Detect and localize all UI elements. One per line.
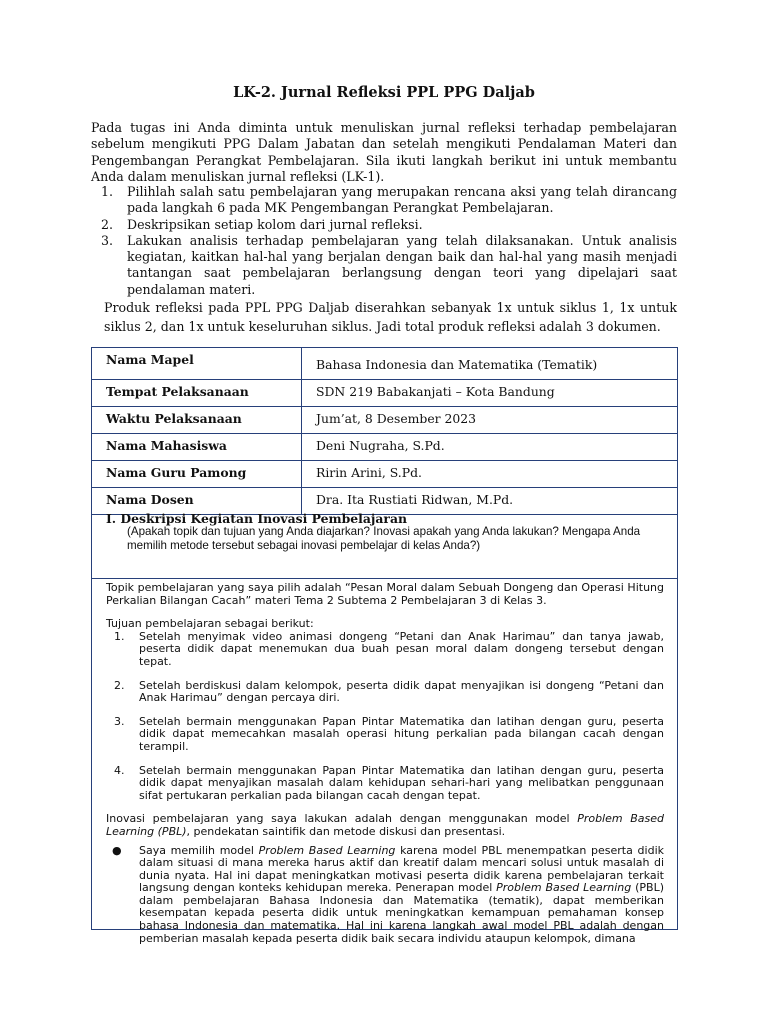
list-item (106, 631, 664, 669)
bullet-text: karena model PBL menempatkan peserta didik dalam situasi di mana mereka harus aktif dan kreatif dalam mencari solusi untuk masalah di dunia nyata. Hal ini dapat meningkatkan motivasi peserta didik karena pembelajaran terkait langsung dengan konteks kehidupan mereka. Penerapan model (139, 843, 664, 895)
goal-text: Setelah menyimak video animasi dongeng “Petani dan Anak Harimau” dan tanya jawab, peserta didik dapat menemukan dua buah pesan moral dalam dongeng tersebut dengan tepat. (139, 629, 664, 668)
inovasi-text-end: , pendekatan saintifik dan metode diskusi dan presentasi. (186, 824, 506, 838)
goal-number: 4. (114, 763, 125, 777)
pbl-term: Problem Based Learning (496, 881, 632, 895)
table-row (92, 348, 678, 380)
table-row (92, 380, 678, 407)
info-label: Tempat Pelaksanaan (92, 380, 302, 407)
list-item (106, 765, 664, 803)
info-label: Nama Dosen (92, 488, 302, 515)
document-title: LK-2. Jurnal Refleksi PPL PPG Daljab (233, 84, 535, 101)
section-subheading: (Apakah topik dan tujuan yang Anda diajarkan? Inovasi apakah yang Anda lakukan? Mengapa Anda memilih metode tersebut sebagai inovasi pembelajar di kelas Anda?) (127, 525, 641, 552)
section-heading: I. Deskripsi Kegiatan Inovasi Pembelajaran (106, 511, 407, 526)
info-value: Deni Nugraha, S.Pd. (302, 434, 678, 461)
table-row (92, 461, 678, 488)
step-number: 2. (101, 216, 114, 232)
info-value: Dra. Ita Rustiati Ridwan, M.Pd. (302, 488, 678, 515)
section-body-box (91, 578, 678, 945)
produk-paragraph: Produk refleksi pada PPL PPG Daljab diserahkan sebanyak 1x untuk siklus 1, 1x untuk siklus 2, dan 1x untuk keseluruhan siklus. Jadi total produk refleksi adalah 3 dokumen. (104, 300, 677, 334)
goal-number: 1. (114, 629, 125, 643)
info-label: Nama Mahasiswa (92, 434, 302, 461)
goal-text: Setelah bermain menggunakan Papan Pintar Matematika dan latihan dengan guru, peserta didik dapat memecahkan masalah operasi hitung perkalian pada bilangan cacah dengan terampil. (139, 714, 664, 753)
step-text: Deskripsikan setiap kolom dari jurnal refleksi. (127, 216, 423, 232)
info-value: Ririn Arini, S.Pd. (302, 461, 678, 488)
intro-paragraph: Pada tugas ini Anda diminta untuk menuliskan jurnal refleksi terhadap pembelajaran sebelum mengikuti PPG Dalam Jabatan dan setelah mengikuti Pendalaman Materi dan Pengembangan Perangkat Pembelajaran. Sila ikuti langkah berikut ini untuk membantu Anda dalam menuliskan jurnal refleksi (LK-1). (91, 120, 677, 184)
goal-text: Setelah bermain menggunakan Papan Pintar Matematika dan latihan dengan guru, peserta didik dapat menyajikan masalah dalam kehidupan sehari-hari yang melibatkan penggunaan sifat pertukaran perkalian pada bilangan cacah dengan tepat. (139, 763, 664, 802)
reason-list (106, 845, 664, 946)
info-label: Nama Guru Pamong (92, 461, 302, 488)
list-item (91, 217, 677, 233)
info-value: Jum’at, 8 Desember 2023 (302, 407, 678, 434)
step-text: Lakukan analisis terhadap pembelajaran yang telah dilaksanakan. Untuk analisis kegiatan, kaitkan hal-hal yang berjalan dengan baik dan hal-hal yang masih menjadi tantangan saat pembelajaran berlangsung dengan teori yang dipelajari saat pendalaman materi. (127, 232, 677, 297)
list-item (91, 184, 677, 217)
list-item (106, 845, 664, 946)
info-value: SDN 219 Babakanjati – Kota Bandung (302, 380, 678, 407)
info-table (91, 347, 678, 515)
table-row (92, 407, 678, 434)
info-label: Nama Mapel (92, 348, 302, 380)
table-row (92, 434, 678, 461)
section-heading-box (91, 508, 678, 579)
tujuan-label: Tujuan pembelajaran sebagai berikut: (106, 617, 314, 631)
bullet-icon: ● (112, 843, 122, 857)
info-label: Waktu Pelaksanaan (92, 407, 302, 434)
bullet-text: (PBL) dalam pembelajaran Bahasa Indonesia dan Matematika (tematik), dapat memberikan kesempatan kepada peserta didik untuk meningkatkan kemampuan pemahaman konsep bahasa Indonesia dan matematika. Hal ini karena langkah awal model PBL adalah dengan pemberian masalah kepada peserta didik baik secara individu ataupun kelompok, dimana (139, 881, 665, 945)
goal-number: 2. (114, 678, 125, 692)
pbl-term: Problem Based Learning (PBL) (106, 812, 664, 838)
step-number: 1. (101, 184, 114, 199)
topik-paragraph: Topik pembelajaran yang saya pilih adalah “Pesan Moral dalam Sebuah Dongeng dan Operasi Hitung Perkalian Bilangan Cacah” materi Tema 2 Subtema 2 Pembelajaran 3 di Kelas 3. (106, 581, 664, 607)
pbl-term: Problem Based Learning (258, 843, 396, 857)
step-text: Pilihlah salah satu pembelajaran yang merupakan rencana aksi yang telah dirancang pada langkah 6 pada MK Pengembangan Perangkat Pembelajaran. (127, 184, 677, 216)
inovasi-paragraph (106, 813, 664, 838)
list-item (91, 233, 677, 298)
bullet-text: Saya memilih model (139, 843, 259, 857)
list-item (106, 716, 664, 754)
inovasi-text: Inovasi pembelajaran yang saya lakukan adalah dengan menggunakan model (106, 812, 578, 826)
list-item (106, 680, 664, 705)
step-number: 3. (101, 232, 114, 248)
section-body (106, 582, 664, 945)
goals-list (106, 631, 664, 803)
goal-number: 3. (114, 714, 125, 728)
info-value: Bahasa Indonesia dan Matematika (Tematik) (302, 348, 678, 380)
goal-text: Setelah berdiskusi dalam kelompok, peserta didik dapat menyajikan isi dongeng “Petani dan Anak Harimau” dengan percaya diri. (139, 678, 664, 705)
instruction-steps (91, 184, 677, 298)
